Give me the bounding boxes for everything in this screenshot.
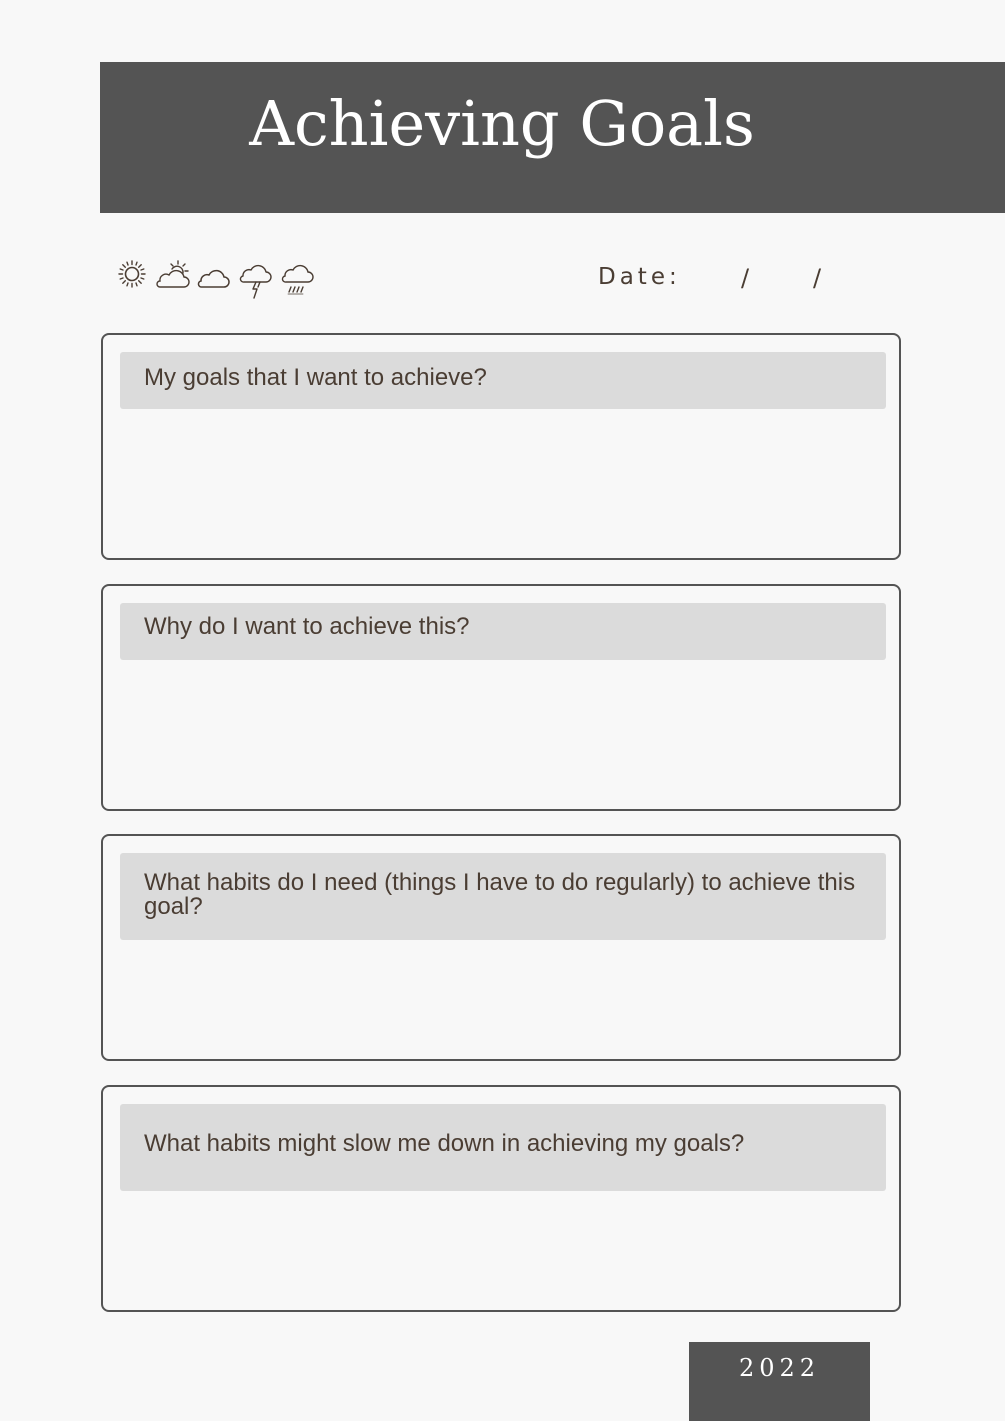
- page-title: Achieving Goals: [249, 87, 755, 160]
- date-separator-1: /: [741, 264, 750, 292]
- sun-icon[interactable]: [116, 258, 148, 292]
- prompt-text: Why do I want to achieve this?: [144, 613, 470, 640]
- prompt-text: My goals that I want to achieve?: [144, 364, 487, 391]
- header-band: [100, 62, 1005, 213]
- weather-row: [116, 258, 320, 302]
- year-badge: [689, 1342, 870, 1421]
- prompt-text: What habits might slow me down in achieving my goals?: [144, 1130, 745, 1157]
- prompt-box: [120, 1104, 886, 1191]
- goals-section[interactable]: [101, 333, 901, 560]
- why-section[interactable]: [101, 584, 901, 811]
- prompt-text: What habits do I need (things I have to do regularly) to achieve this goal?: [144, 869, 856, 920]
- partly-cloudy-icon[interactable]: [152, 258, 192, 292]
- rain-icon[interactable]: [280, 258, 316, 298]
- thunderstorm-icon[interactable]: [236, 258, 276, 302]
- habits-slow-section[interactable]: [101, 1085, 901, 1312]
- prompt-box: [120, 352, 886, 409]
- cloud-icon[interactable]: [196, 258, 232, 292]
- habits-needed-section[interactable]: [101, 834, 901, 1061]
- year-text: 2022: [738, 1354, 821, 1382]
- date-separator-2: /: [813, 264, 822, 292]
- prompt-box: [120, 603, 886, 660]
- prompt-box: [120, 853, 886, 940]
- date-label: Date:: [598, 264, 681, 290]
